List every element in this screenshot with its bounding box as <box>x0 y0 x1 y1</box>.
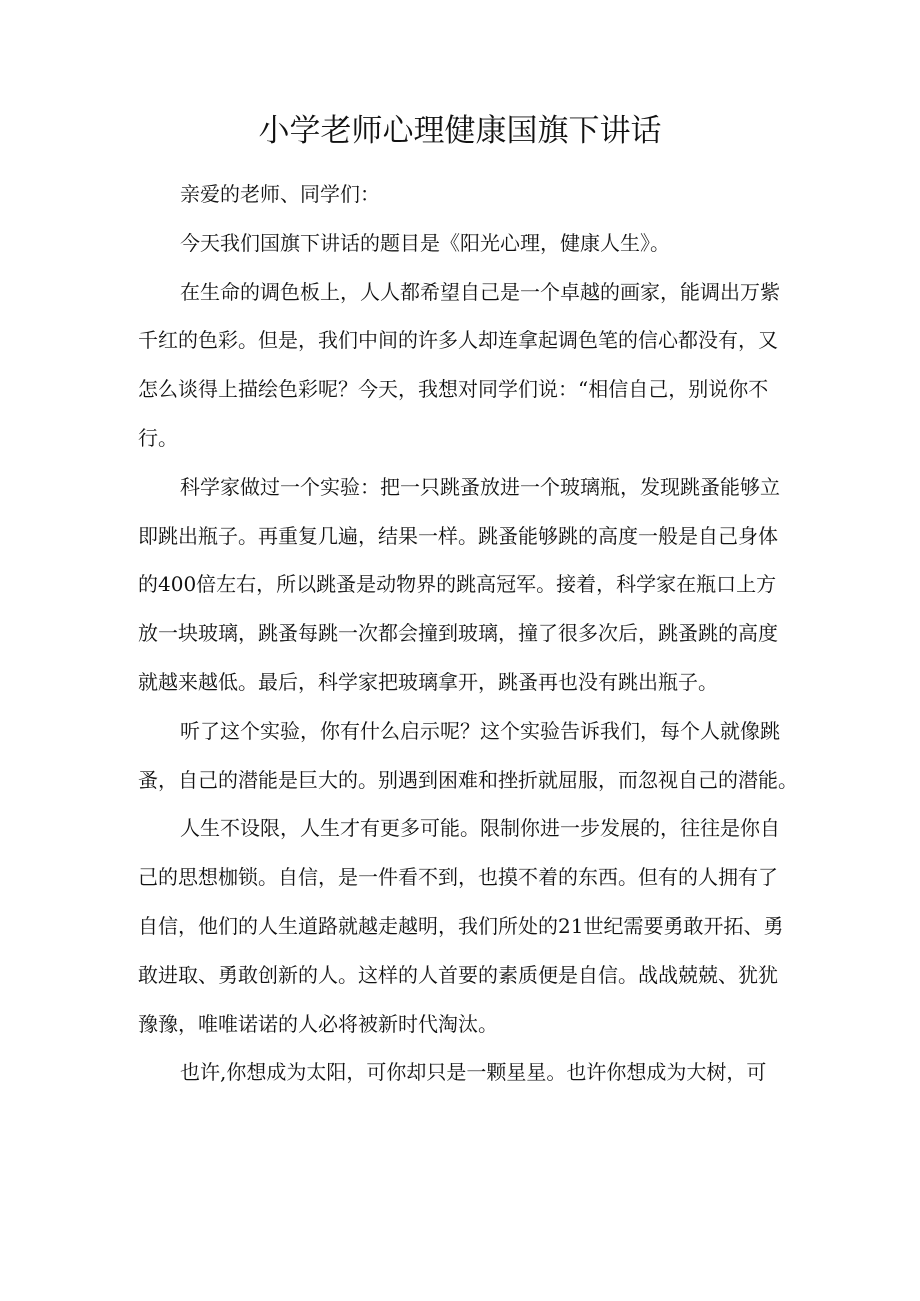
text-line: 人生不设限，人生才有更多可能。限制你进一步发展的，往往是你自 <box>180 816 780 841</box>
paragraph-palette <box>138 268 788 463</box>
text-line: 即跳出瓶子。再重复几遍，结果一样。跳蚤能够跳的高度一般是自己身体 <box>138 523 778 548</box>
text-line: 今天我们国旗下讲话的题目是《阳光心理，健康人生》。 <box>180 230 670 255</box>
text-line: 听了这个实验，你有什么启示呢？这个实验告诉我们，每个人就像跳 <box>180 718 780 743</box>
text-line: 在生命的调色板上，人人都希望自己是一个卓越的画家，能调出万紫 <box>180 279 780 304</box>
paragraph-confidence <box>138 804 788 1048</box>
paragraph-topic <box>138 219 788 268</box>
paragraph-closing-start <box>138 1048 788 1097</box>
text-line: 蚤，自己的潜能是巨大的。别遇到困难和挫折就屈服，而忽视自己的潜能。 <box>138 767 798 792</box>
text-line: 豫豫，唯唯诺诺的人必将被新时代淘汰。 <box>138 1011 498 1036</box>
text-line: 自信，他们的人生道路就越走越明，我们所处的21世纪需要勇敢开拓、勇 <box>138 913 784 938</box>
text-line: 放一块玻璃，跳蚤每跳一次都会撞到玻璃，撞了很多次后，跳蚤跳的高度 <box>138 621 778 646</box>
document-body <box>138 170 798 1097</box>
text-line: 己的思想枷锁。自信，是一件看不到，也摸不着的东西。但有的人拥有了 <box>138 865 778 890</box>
text-line: 行。 <box>138 425 178 450</box>
text-line: 科学家做过一个实验：把一只跳蚤放进一个玻璃瓶，发现跳蚤能够立 <box>180 474 780 499</box>
text-line: 敢进取、勇敢创新的人。这样的人首要的素质便是自信。战战兢兢、犹犹 <box>138 962 778 987</box>
paragraph-insight <box>138 707 798 805</box>
text-line: 千红的色彩。但是，我们中间的许多人却连拿起调色笔的信心都没有，又 <box>138 328 778 353</box>
text-line: 的400倍左右，所以跳蚤是动物界的跳高冠军。接着，科学家在瓶口上方 <box>138 572 777 597</box>
text-line: 亲爱的老师、同学们： <box>180 182 380 206</box>
text-line: 怎么谈得上描绘色彩呢？今天，我想对同学们说：“相信自己，别说你不 <box>138 377 769 402</box>
paragraph-greeting <box>138 170 788 219</box>
document-title: 小学老师心理健康国旗下讲话 <box>258 113 662 149</box>
paragraph-experiment <box>138 463 788 707</box>
text-line: 也许,你想成为太阳，可你却只是一颗星星。也许你想成为大树，可 <box>180 1060 767 1085</box>
text-line: 就越来越低。最后，科学家把玻璃拿开，跳蚤再也没有跳出瓶子。 <box>138 669 718 694</box>
